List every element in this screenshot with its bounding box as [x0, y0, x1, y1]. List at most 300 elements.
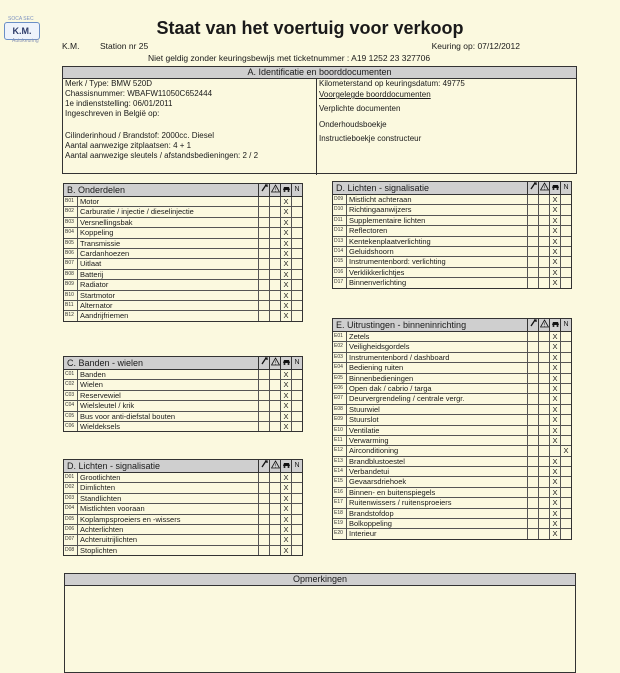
row-code: B06 — [65, 249, 74, 256]
car-icon — [280, 460, 291, 472]
checklist-row — [64, 525, 302, 535]
row-label: Carburatie / injectie / dieselinjectie — [77, 207, 258, 216]
check-cell: X — [280, 197, 291, 206]
check-cell — [560, 342, 571, 351]
check-cell — [258, 370, 269, 379]
check-cell — [258, 494, 269, 503]
check-cell — [269, 370, 280, 379]
check-cell — [258, 311, 269, 320]
check-cell: X — [549, 384, 560, 393]
check-cell — [560, 237, 571, 246]
check-cell — [258, 291, 269, 300]
check-cell: X — [280, 535, 291, 544]
check-cell — [269, 270, 280, 279]
check-cell — [291, 412, 302, 421]
row-label: Geluidshoorn — [346, 247, 527, 256]
check-cell — [560, 457, 571, 466]
check-cell — [527, 216, 538, 225]
row-code: D13 — [334, 237, 344, 244]
row-label: Grootlichten — [77, 473, 258, 482]
check-cell — [291, 401, 302, 410]
logo-tag: SOCA SEC — [8, 16, 34, 22]
check-cell: X — [549, 205, 560, 214]
row-label: Versnellingsbak — [77, 218, 258, 227]
check-cell — [527, 205, 538, 214]
checklist-row — [64, 494, 302, 504]
check-cell: X — [280, 291, 291, 300]
header-org: K.M. — [62, 41, 80, 51]
checklist-row — [333, 405, 571, 415]
row-label: Batterij — [77, 270, 258, 279]
section-header — [64, 357, 302, 370]
checklist-row — [333, 216, 571, 226]
check-cell — [560, 278, 571, 287]
row-code: E11 — [334, 436, 343, 443]
check-cell — [291, 391, 302, 400]
check-cell: X — [280, 249, 291, 258]
field-zitplaatsen: Aantal aanwezige zitplaatsen: 4 + 1 — [65, 141, 192, 150]
field-ingeschreven: Ingeschreven in België op: — [65, 109, 160, 118]
check-cell — [258, 197, 269, 206]
checklist-row — [333, 257, 571, 267]
check-cell — [269, 525, 280, 534]
checklist-row — [333, 237, 571, 247]
section-a-title: A. Identificatie en boorddocumenten — [63, 67, 576, 79]
row-code: D17 — [334, 279, 344, 286]
check-cell: X — [280, 391, 291, 400]
row-code: B07 — [65, 260, 74, 267]
row-code: E03 — [334, 353, 343, 360]
row-label: Supplementaire lichten — [346, 216, 527, 225]
check-cell — [258, 504, 269, 513]
check-cell — [291, 535, 302, 544]
row-code: B01 — [65, 198, 74, 204]
check-cell: X — [280, 483, 291, 492]
checklist-row — [64, 412, 302, 422]
check-cell — [291, 515, 302, 524]
row-code: D07 — [65, 536, 75, 543]
row-code: D16 — [334, 268, 344, 275]
check-cell: X — [549, 394, 560, 403]
column-n-header: N — [291, 357, 302, 369]
check-cell — [527, 467, 538, 476]
row-code: E17 — [334, 499, 343, 506]
checklist-row — [64, 546, 302, 555]
check-cell — [527, 446, 538, 455]
check-cell — [269, 473, 280, 482]
check-cell — [258, 228, 269, 237]
check-cell: X — [549, 529, 560, 538]
check-cell — [527, 237, 538, 246]
section-title: B. Onderdelen — [67, 185, 126, 195]
check-cell — [258, 535, 269, 544]
row-code: E19 — [334, 520, 343, 527]
row-label: Brandstofdop — [346, 509, 527, 518]
car-icon — [549, 182, 560, 194]
field-indienststelling: 1e indienststelling: 06/01/2011 — [65, 99, 173, 108]
check-cell — [538, 436, 549, 445]
check-cell: X — [549, 332, 560, 341]
row-label: Transmissie — [77, 239, 258, 248]
check-cell — [560, 519, 571, 528]
row-code: E14 — [334, 468, 343, 475]
check-cell — [527, 529, 538, 538]
check-cell — [291, 504, 302, 513]
row-code: B03 — [65, 218, 74, 225]
check-cell: X — [280, 422, 291, 431]
check-cell: X — [549, 374, 560, 383]
row-label: Mistlicht achteraan — [346, 195, 527, 204]
row-label: Ventilatie — [346, 426, 527, 435]
row-code: E06 — [334, 384, 343, 391]
check-cell — [538, 457, 549, 466]
check-cell — [527, 509, 538, 518]
row-label: Gevaarsdriehoek — [346, 477, 527, 486]
row-label: Veiligheidsgordels — [346, 342, 527, 351]
check-cell — [269, 197, 280, 206]
check-cell — [291, 473, 302, 482]
field-verplichte-documenten: Verplichte documenten — [319, 104, 401, 113]
checklist-row — [333, 426, 571, 436]
check-cell — [560, 415, 571, 424]
row-label: Brandblustoestel — [346, 457, 527, 466]
check-cell: X — [280, 270, 291, 279]
row-label: Aandrijfriemen — [77, 311, 258, 320]
check-cell: X — [280, 401, 291, 410]
column-n-header: N — [291, 460, 302, 472]
row-code: E12 — [334, 447, 343, 454]
row-code: C03 — [65, 391, 75, 398]
section-e-uitrustingen — [332, 318, 572, 540]
row-label: Wielsleutel / krik — [77, 401, 258, 410]
car-icon — [280, 357, 291, 369]
section-title: D. Lichten - signalisatie — [336, 183, 430, 193]
field-chassisnummer: Chassisnummer: WBAFW11050C652444 — [65, 89, 213, 98]
check-cell — [258, 280, 269, 289]
check-cell — [269, 535, 280, 544]
row-label: Binnen- en buitenspiegels — [346, 488, 527, 497]
row-code: C02 — [65, 381, 75, 388]
wrench-icon — [258, 460, 269, 472]
check-cell — [269, 259, 280, 268]
check-cell — [560, 384, 571, 393]
check-cell — [527, 384, 538, 393]
row-label: Motor — [77, 197, 258, 206]
check-cell — [560, 216, 571, 225]
checklist-row — [64, 291, 302, 301]
row-code: D06 — [65, 525, 75, 532]
row-code: C01 — [65, 371, 75, 377]
section-header — [64, 184, 302, 197]
checklist-row — [64, 197, 302, 207]
check-cell — [538, 257, 549, 266]
check-cell — [269, 228, 280, 237]
check-cell — [538, 268, 549, 277]
header-notice: Niet geldig zonder keuringsbewijs met ticketnummer : A19 1252 23 327706 — [148, 53, 431, 63]
check-cell — [258, 249, 269, 258]
checklist-row — [64, 370, 302, 380]
check-cell — [269, 280, 280, 289]
check-cell — [258, 473, 269, 482]
check-cell — [258, 239, 269, 248]
row-code: E18 — [334, 509, 343, 516]
check-cell — [269, 311, 280, 320]
checklist-row — [333, 446, 571, 456]
checklist-row — [333, 457, 571, 467]
check-cell — [291, 380, 302, 389]
check-cell: X — [280, 228, 291, 237]
checklist-row — [64, 535, 302, 545]
check-cell — [538, 342, 549, 351]
row-label: Ruitenwissers / ruitensproeiers — [346, 498, 527, 507]
check-cell — [269, 301, 280, 310]
check-cell — [258, 422, 269, 431]
row-code: B04 — [65, 229, 74, 236]
row-label: Binnenbedieningen — [346, 374, 527, 383]
row-code: B08 — [65, 270, 74, 277]
check-cell — [538, 353, 549, 362]
row-code: E01 — [334, 333, 343, 339]
check-cell: X — [549, 353, 560, 362]
check-cell — [560, 195, 571, 204]
row-label: Uitlaat — [77, 259, 258, 268]
check-cell — [291, 370, 302, 379]
check-cell — [560, 426, 571, 435]
checklist-row — [64, 270, 302, 280]
check-cell — [258, 259, 269, 268]
checklist-row — [333, 519, 571, 529]
section-header — [64, 460, 302, 473]
svg-text:!: ! — [274, 463, 276, 469]
check-cell — [560, 436, 571, 445]
row-label: Startmotor — [77, 291, 258, 300]
check-cell — [527, 353, 538, 362]
column-n-header: N — [560, 182, 571, 194]
row-code: B05 — [65, 239, 74, 246]
field-kilometerstand: Kilometerstand op keuringsdatum: 49775 — [319, 79, 465, 88]
check-cell: X — [280, 412, 291, 421]
section-c-banden — [63, 356, 303, 432]
row-label: Verbandetui — [346, 467, 527, 476]
row-label: Radiator — [77, 280, 258, 289]
row-label: Wielen — [77, 380, 258, 389]
check-cell — [538, 332, 549, 341]
checklist-row — [333, 436, 571, 446]
row-label: Achterlichten — [77, 525, 258, 534]
warning-icon — [269, 357, 280, 369]
checklist-row — [64, 280, 302, 290]
checklist-row — [333, 363, 571, 373]
car-icon — [280, 184, 291, 196]
check-cell: X — [549, 457, 560, 466]
check-cell — [527, 426, 538, 435]
field-boorddocumenten: Voorgelegde boorddocumenten — [319, 90, 431, 99]
check-cell — [258, 546, 269, 555]
check-cell — [258, 525, 269, 534]
field-merk-type: Merk / Type: BMW 520D — [65, 79, 152, 88]
check-cell — [291, 270, 302, 279]
check-cell — [258, 401, 269, 410]
row-code: B09 — [65, 281, 74, 288]
field-cilinderinhoud: Cilinderinhoud / Brandstof: 2000cc. Diesel — [65, 131, 214, 140]
check-cell — [269, 401, 280, 410]
check-cell: X — [280, 515, 291, 524]
check-cell — [560, 247, 571, 256]
check-cell — [538, 247, 549, 256]
check-cell — [291, 259, 302, 268]
row-label: Koplampsproeiers en -wissers — [77, 515, 258, 524]
row-label: Verwarming — [346, 436, 527, 445]
check-cell — [291, 249, 302, 258]
row-label: Standlichten — [77, 494, 258, 503]
check-cell: X — [280, 259, 291, 268]
check-cell: X — [549, 519, 560, 528]
check-cell: X — [549, 498, 560, 507]
checklist-row — [64, 391, 302, 401]
row-code: D03 — [65, 494, 75, 501]
check-cell — [538, 509, 549, 518]
check-cell — [258, 218, 269, 227]
checklist-row — [333, 342, 571, 352]
check-cell — [538, 477, 549, 486]
logo-initials: K.M. — [4, 22, 40, 40]
check-cell — [258, 391, 269, 400]
row-code: D02 — [65, 484, 75, 491]
check-cell — [258, 380, 269, 389]
row-label: Alternator — [77, 301, 258, 310]
row-label: Verklikkerlichtjes — [346, 268, 527, 277]
checklist-row — [333, 498, 571, 508]
check-cell — [527, 226, 538, 235]
check-cell — [291, 311, 302, 320]
field-sleutels: Aantal aanwezige sleutels / afstandsbedieningen: 2 / 2 — [65, 151, 259, 160]
check-cell: X — [549, 216, 560, 225]
check-cell — [269, 412, 280, 421]
check-cell — [538, 374, 549, 383]
check-cell — [538, 446, 549, 455]
check-cell: X — [549, 509, 560, 518]
section-d-lichten-right — [332, 181, 572, 289]
check-cell — [538, 226, 549, 235]
check-cell — [258, 515, 269, 524]
check-cell — [538, 498, 549, 507]
column-n-header: N — [291, 184, 302, 196]
checklist-row — [64, 207, 302, 217]
check-cell — [538, 415, 549, 424]
checklist-row — [64, 311, 302, 320]
check-cell — [560, 374, 571, 383]
checklist-row — [333, 529, 571, 538]
row-code: D11 — [334, 216, 343, 223]
checklist-row — [64, 249, 302, 259]
row-label: Koppeling — [77, 228, 258, 237]
checklist-row — [64, 259, 302, 269]
checklist-row — [333, 332, 571, 342]
check-cell — [527, 342, 538, 351]
check-cell: X — [280, 311, 291, 320]
check-cell — [560, 257, 571, 266]
header-keuring-date: Keuring op: 07/12/2012 — [431, 41, 520, 51]
check-cell — [269, 504, 280, 513]
check-cell — [538, 519, 549, 528]
check-cell — [291, 546, 302, 555]
remarks-box — [64, 573, 576, 673]
checklist-row — [333, 467, 571, 477]
check-cell — [258, 483, 269, 492]
check-cell — [538, 216, 549, 225]
row-code: B12 — [65, 312, 74, 319]
check-cell: X — [280, 504, 291, 513]
section-header — [333, 319, 571, 332]
check-cell: X — [549, 436, 560, 445]
checklist-row — [64, 473, 302, 483]
check-cell: X — [549, 415, 560, 424]
check-cell — [291, 422, 302, 431]
row-code: E15 — [334, 478, 343, 485]
row-code: C06 — [65, 422, 75, 429]
check-cell — [527, 394, 538, 403]
check-cell — [527, 498, 538, 507]
check-cell — [527, 363, 538, 372]
check-cell — [269, 483, 280, 492]
check-cell — [560, 509, 571, 518]
check-cell — [269, 391, 280, 400]
row-code: E20 — [334, 530, 343, 537]
row-label: Reflectoren — [346, 226, 527, 235]
checklist-row — [333, 384, 571, 394]
row-label: Dimlichten — [77, 483, 258, 492]
row-label: Deurvergrendeling / centrale vergr. — [346, 394, 527, 403]
check-cell — [269, 239, 280, 248]
row-code: E09 — [334, 416, 343, 423]
check-cell: X — [549, 342, 560, 351]
row-code: D14 — [334, 247, 344, 254]
row-code: B10 — [65, 291, 74, 298]
check-cell — [291, 280, 302, 289]
checklist-row — [333, 226, 571, 236]
warning-icon — [538, 182, 549, 194]
row-label: Instrumentenbord / dashboard — [346, 353, 527, 362]
check-cell: X — [549, 467, 560, 476]
check-cell — [269, 218, 280, 227]
check-cell — [527, 405, 538, 414]
check-cell — [291, 239, 302, 248]
check-cell — [538, 467, 549, 476]
check-cell: X — [549, 363, 560, 372]
row-label: Interieur — [346, 529, 527, 538]
row-code: D04 — [65, 505, 75, 512]
check-cell — [269, 291, 280, 300]
check-cell — [560, 205, 571, 214]
row-label: Bediening ruiten — [346, 363, 527, 372]
row-label: Richtingaanwijzers — [346, 205, 527, 214]
check-cell — [527, 247, 538, 256]
check-cell — [538, 363, 549, 372]
row-label: Bus voor anti-diefstal bouten — [77, 412, 258, 421]
row-code: D12 — [334, 227, 344, 234]
checklist-row — [64, 483, 302, 493]
check-cell — [291, 291, 302, 300]
checklist-row — [64, 422, 302, 431]
row-code: E10 — [334, 426, 343, 433]
check-cell — [269, 380, 280, 389]
row-code: E04 — [334, 364, 343, 371]
check-cell: X — [280, 239, 291, 248]
checklist-row — [333, 477, 571, 487]
checklist-row — [333, 509, 571, 519]
row-label: Cardanhoezen — [77, 249, 258, 258]
check-cell: X — [280, 525, 291, 534]
